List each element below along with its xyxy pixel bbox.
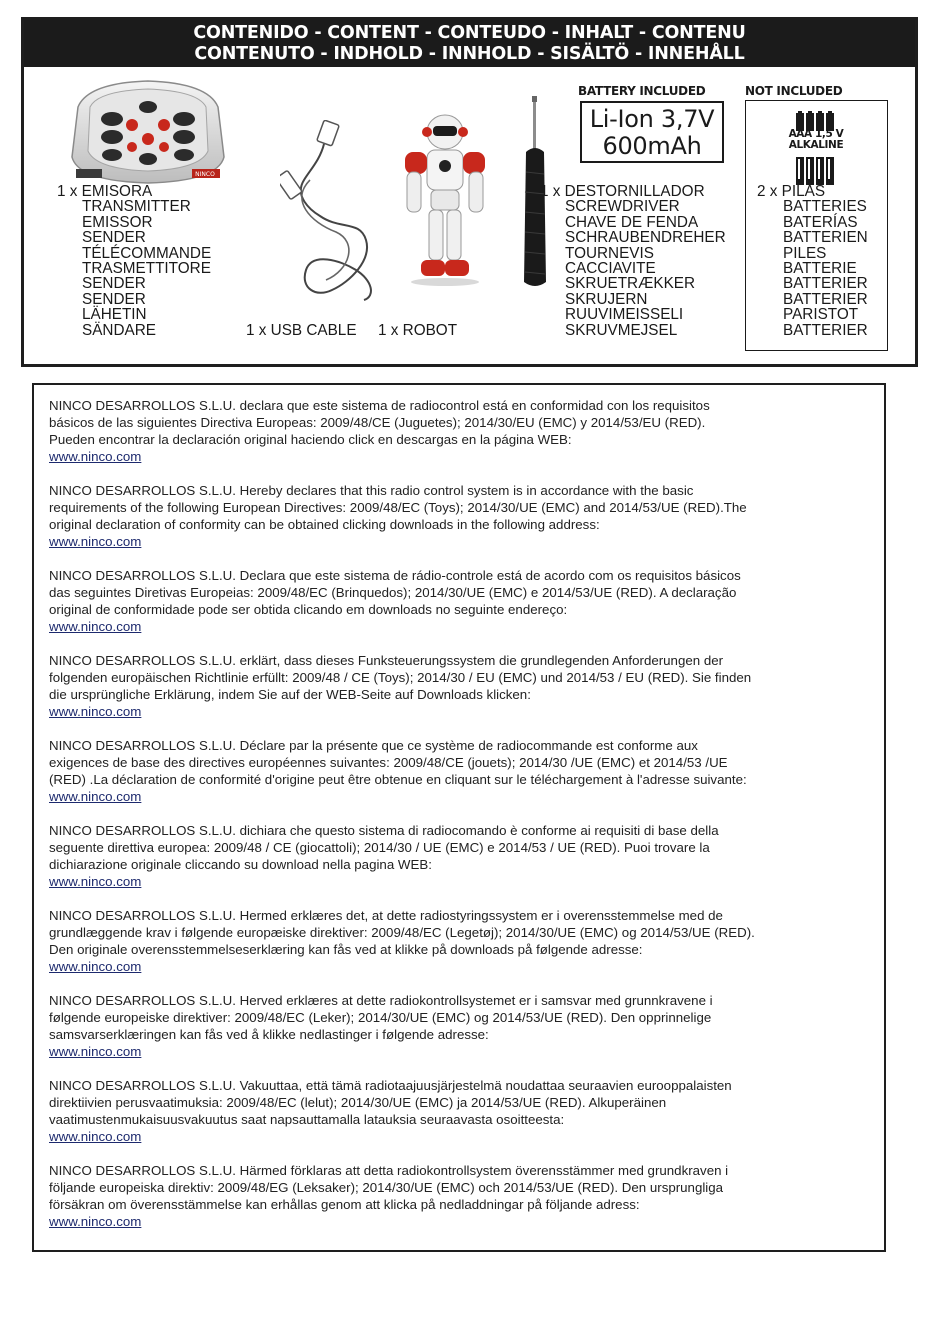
battery-spec-capacity: 600mAh bbox=[602, 132, 702, 160]
transmitter-translation: SENDER bbox=[82, 275, 146, 293]
website-link[interactable]: www.ninco.com bbox=[49, 1129, 142, 1144]
declaration-en bbox=[49, 482, 864, 550]
transmitter-brand-label: NINCO bbox=[195, 171, 215, 178]
declaration-es bbox=[49, 397, 864, 465]
website-link[interactable]: www.ninco.com bbox=[49, 449, 142, 464]
website-link[interactable]: www.ninco.com bbox=[49, 1214, 142, 1229]
website-link[interactable]: www.ninco.com bbox=[49, 1044, 142, 1059]
contents-header-line-2: CONTENUTO - INDHOLD - INNHOLD - SISÄLTÖ - INNEHÅLL bbox=[194, 44, 745, 64]
screwdriver-translation: RUUVIMEISSELI bbox=[565, 306, 684, 324]
declaration-line: grundlæggende krav i følgende europæiske direktiver: 2009/48/EC (Legetøj); 2014/30/UE (EMC) og 2014/53/UE (RED). bbox=[49, 925, 755, 940]
transmitter-translation: SÄNDARE bbox=[82, 321, 156, 339]
declaration-line: NINCO DESARROLLOS S.L.U. declara que este sistema de radiocontrol está en conformidad con los requisitos bbox=[49, 398, 710, 413]
screwdriver-qty-label: 1 x DESTORNILLADOR bbox=[540, 183, 705, 200]
transmitter-qty-label: 1 x EMISORA bbox=[57, 183, 153, 200]
declaration-no bbox=[49, 992, 864, 1060]
robot-label: 1 x ROBOT bbox=[378, 322, 458, 339]
declaration-line: básicos de las siguientes Directiva Europeas: 2009/48/CE (Juguetes); 2014/30/EU (EMC) y 2014/53/EU (RED). bbox=[49, 415, 706, 430]
declaration-line: die ursprüngliche Erklärung, indem Sie auf der WEB-Seite auf Downloads klicken: bbox=[49, 687, 531, 702]
batteries-translation: BATTERIER bbox=[783, 275, 868, 293]
declaration-line: NINCO DESARROLLOS S.L.U. dichiara che questo sistema di radiocomando è conforme ai requisiti di base della bbox=[49, 823, 719, 838]
declaration-line: Pueden encontrar la declaración original haciendo click en descargas en la página WEB: bbox=[49, 432, 572, 447]
declaration-line: (RED) .La déclaration de conformité d'origine peut être obtenue en cliquant sur le téléchargement à l'adresse suivante: bbox=[49, 772, 747, 787]
declaration-line: försäkran om överensstämmelse kan erhållas genom att klicka på nedladdningar på följande adress: bbox=[49, 1197, 640, 1212]
website-link[interactable]: www.ninco.com bbox=[49, 959, 142, 974]
transmitter-translation: LÄHETIN bbox=[82, 306, 147, 324]
declaration-line: das seguintes Diretivas Europeias: 2009/48/EC (Brinquedos); 2014/30/UE (EMC) e 2014/53/UE (RED). A declaração bbox=[49, 585, 737, 600]
website-link[interactable]: www.ninco.com bbox=[49, 789, 142, 804]
website-link[interactable]: www.ninco.com bbox=[49, 874, 142, 889]
declaration-line: seguente direttiva europea: 2009/48 / CE (giocattoli); 2014/30 / UE (EMC) e 2014/53 / UE (RED). Puoi trovare la bbox=[49, 840, 710, 855]
screwdriver-translation: CHAVE DE FENDA bbox=[565, 213, 699, 231]
contents-header bbox=[24, 20, 915, 67]
batteries-translation: BATTERIES bbox=[783, 198, 867, 216]
declaration-fi bbox=[49, 1077, 864, 1145]
battery-spec-voltage: Li-Ion 3,7V bbox=[589, 105, 715, 133]
declaration-line: NINCO DESARROLLOS S.L.U. erklärt, dass dieses Funksteuerungssystem die grundlegenden Anforderungen der bbox=[49, 653, 724, 668]
declaration-line: NINCO DESARROLLOS S.L.U. Hereby declares that this radio control system is in accordance with the basic bbox=[49, 483, 694, 498]
declaration-line: NINCO DESARROLLOS S.L.U. Declara que este sistema de rádio-controle está de acordo com os requisitos básicos bbox=[49, 568, 741, 583]
battery-included-label: BATTERY INCLUDED bbox=[578, 84, 706, 98]
transmitter-translation: EMISSOR bbox=[82, 213, 153, 231]
screwdriver-translation: TOURNEVIS bbox=[565, 244, 654, 262]
batteries-translation: BATTERIE bbox=[783, 260, 857, 278]
declaration-it bbox=[49, 822, 864, 890]
declaration-line: folgenden europäischen Richtlinie erfüllt: 2009/48 / CE (Toys); 2014/30 / EU (EMC) und 2014/53 / EU (RED). Sie finden bbox=[49, 670, 752, 685]
screwdriver-translation: SKRUVMEJSEL bbox=[565, 321, 678, 339]
battery-type-voltage: AAA 1,5 V bbox=[788, 128, 844, 140]
transmitter-translation: TRANSMITTER bbox=[82, 198, 191, 216]
batteries-labels bbox=[757, 184, 868, 338]
screwdriver-labels bbox=[540, 184, 726, 338]
declaration-line: original de conformidade pode ser obtida clicando em downloads no seguinte endereço: bbox=[49, 602, 568, 617]
usb-cable-image bbox=[280, 120, 390, 305]
transmitter-labels bbox=[57, 184, 211, 338]
declaration-line: NINCO DESARROLLOS S.L.U. Hermed erklæres det, at dette radiostyringssystem er i overensstemmelse med de bbox=[49, 908, 723, 923]
screwdriver-translation: SCHRAUBENDREHER bbox=[565, 229, 726, 247]
declaration-line: Den originale overensstemmelseserklæring kan fås ved at klikke på downloads på følgende adresse: bbox=[49, 942, 643, 957]
declarations-box bbox=[32, 383, 886, 1252]
declaration-line: dichiarazione originale cliccando su download nella pagina WEB: bbox=[49, 857, 432, 872]
battery-included-box bbox=[580, 101, 724, 163]
declaration-line: vaatimustenmukaisuusvakuutus saat napsauttamalla latauksia seuraavasta osoitteesta: bbox=[49, 1112, 565, 1127]
website-link[interactable]: www.ninco.com bbox=[49, 619, 142, 634]
batteries-translation: PARISTOT bbox=[783, 306, 859, 324]
contents-header-line-1: CONTENIDO - CONTENT - CONTEUDO - INHALT - CONTENU bbox=[193, 23, 746, 43]
declaration-line: original declaration of conformity can be obtained clicking downloads in the following address: bbox=[49, 517, 600, 532]
contents-box bbox=[21, 17, 918, 367]
declaration-line: samsvarserklæringen kan fås ved å klikke nedlastinger i følgende adresse: bbox=[49, 1027, 489, 1042]
batteries-translation: BATTERIER bbox=[783, 290, 868, 308]
batteries-translation: BATTERIEN bbox=[783, 229, 868, 247]
declaration-line: följande europeiska direktiv: 2009/48/EG (Leksaker); 2014/30/UE (EMC) och 2014/53/UE (RED). Den ursprungliga bbox=[49, 1180, 724, 1195]
screwdriver-translation: CACCIAVITE bbox=[565, 260, 656, 278]
declaration-line: exigences de base des directives européennes suivantes: 2009/48/CE (jouets); 2014/30 /UE (EMC) et 2014/53 /UE bbox=[49, 755, 728, 770]
declaration-line: requirements of the following European Directives: 2009/48/EC (Toys); 2014/30/UE (EMC) and 2014/53/UE (RED).The bbox=[49, 500, 747, 515]
declaration-pt bbox=[49, 567, 864, 635]
website-link[interactable]: www.ninco.com bbox=[49, 704, 142, 719]
batteries-qty-label: 2 x PILAS bbox=[757, 183, 826, 200]
battery-type-text bbox=[746, 129, 886, 151]
screwdriver-translation: SKRUJERN bbox=[565, 290, 648, 308]
transmitter-translation: TÉLÉCOMMANDE bbox=[82, 244, 212, 262]
declaration-fr bbox=[49, 737, 864, 805]
batteries-translation: BATERÍAS bbox=[783, 213, 858, 231]
declaration-line: følgende europeiske direktiver: 2009/48/EC (Leker); 2014/30/UE (EMC) og 2014/53/UE (RED). Den opprinnelige bbox=[49, 1010, 712, 1025]
declaration-line: NINCO DESARROLLOS S.L.U. Vakuuttaa, että tämä radiotaajuusjärjestelmä noudattaa seuraavien eurooppalaisten bbox=[49, 1078, 732, 1093]
robot-image bbox=[397, 112, 492, 292]
declaration-sv bbox=[49, 1162, 864, 1230]
declaration-line: NINCO DESARROLLOS S.L.U. Härmed förklaras att detta radiokontrollsystem överensstämmer med grundkraven i bbox=[49, 1163, 729, 1178]
declaration-line: NINCO DESARROLLOS S.L.U. Herved erklæres at dette radiokontrollsystemet er i samsvar med grunnkravene i bbox=[49, 993, 713, 1008]
declaration-de bbox=[49, 652, 864, 720]
batteries-translation: BATTERIER bbox=[783, 321, 868, 339]
transmitter-image bbox=[68, 77, 228, 187]
usb-cable-label: 1 x USB CABLE bbox=[246, 322, 357, 339]
battery-type-kind: ALKALINE bbox=[788, 139, 844, 151]
transmitter-translation: TRASMETTITORE bbox=[82, 260, 211, 278]
screwdriver-translation: SCREWDRIVER bbox=[565, 198, 680, 216]
transmitter-translation: SENDER bbox=[82, 229, 146, 247]
declaration-line: NINCO DESARROLLOS S.L.U. Déclare par la présente que ce système de radiocommande est conforme aux bbox=[49, 738, 698, 753]
not-included-label: NOT INCLUDED bbox=[745, 84, 843, 98]
transmitter-translation: SENDER bbox=[82, 290, 146, 308]
declaration-line: direktiivien perusvaatimuksia: 2009/48/EC (lelut); 2014/30/UE (EMC) ja 2014/53/UE (RED). Alkuperäinen bbox=[49, 1095, 667, 1110]
website-link[interactable]: www.ninco.com bbox=[49, 534, 142, 549]
declaration-da bbox=[49, 907, 864, 975]
screwdriver-translation: SKRUETRÆKKER bbox=[565, 275, 696, 293]
batteries-translation: PILES bbox=[783, 244, 827, 262]
